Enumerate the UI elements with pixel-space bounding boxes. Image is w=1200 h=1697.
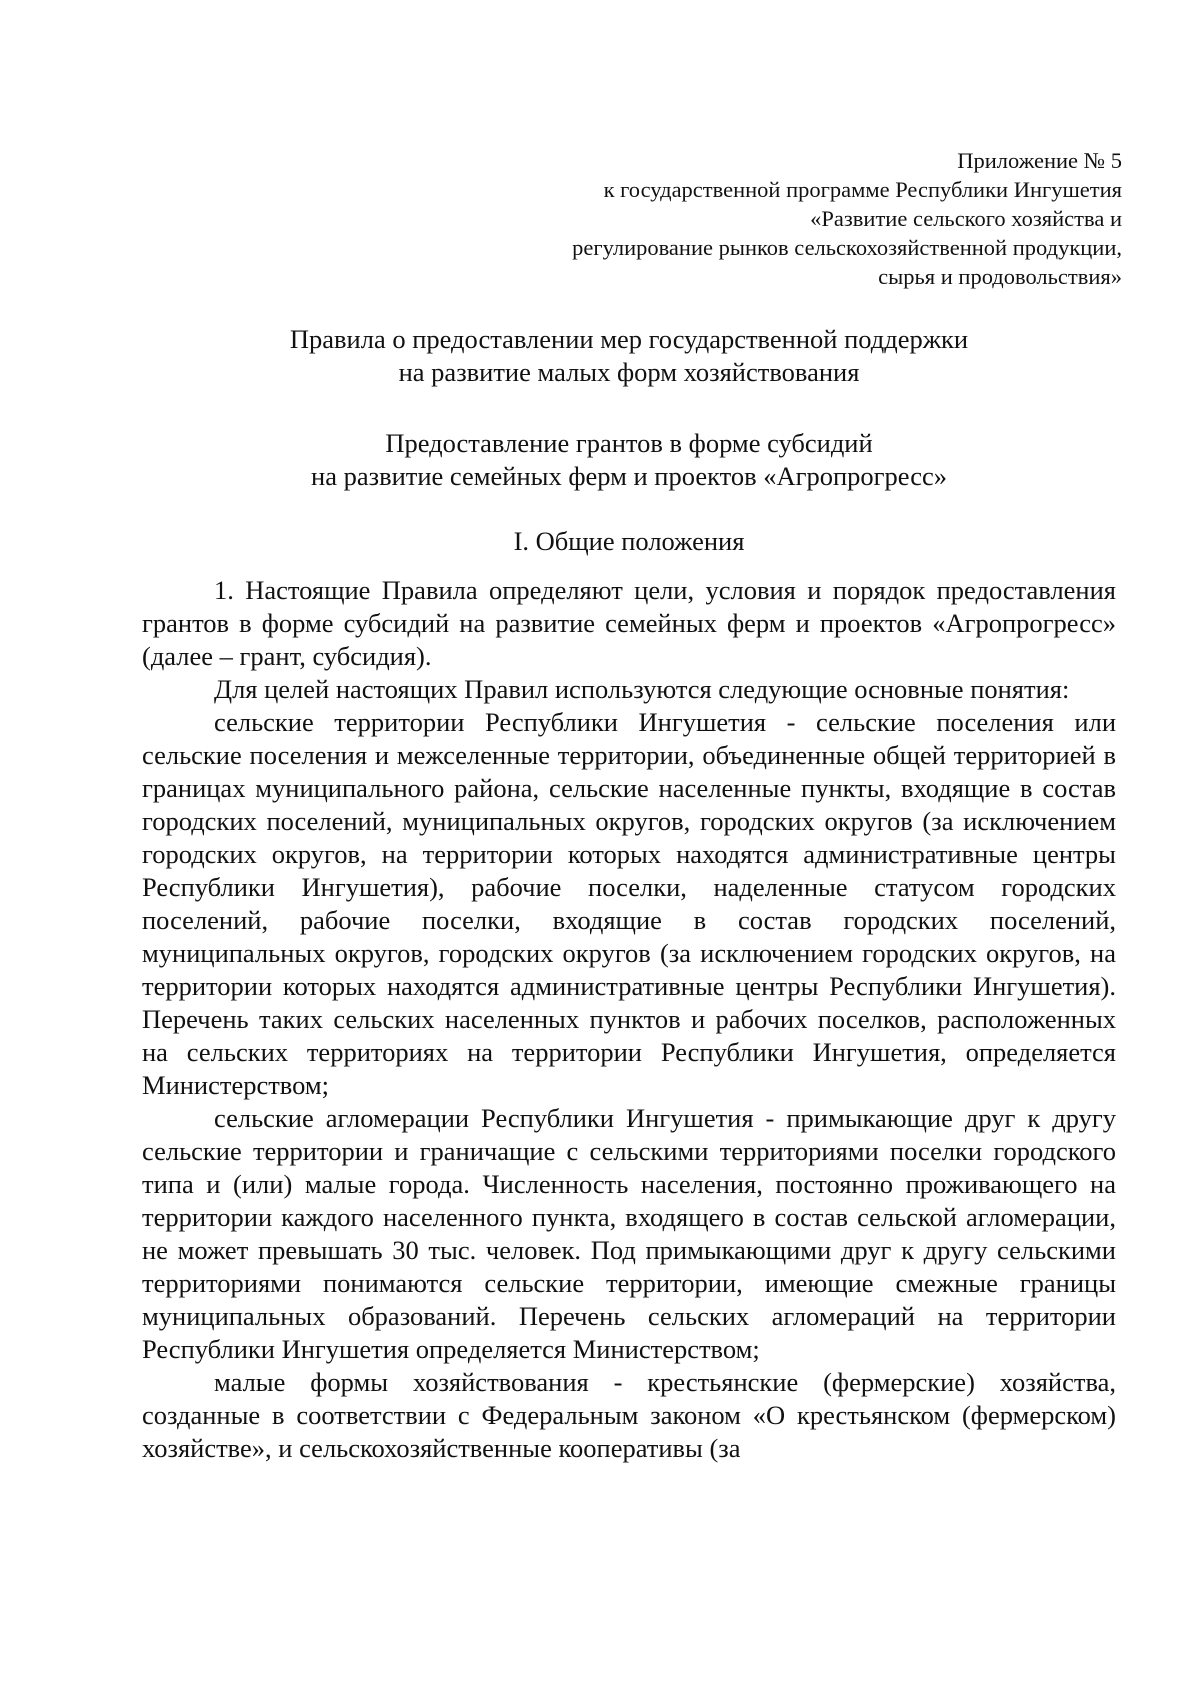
appendix-program-ref: к государственной программе Республики Ингушетия: [603, 177, 1122, 202]
paragraph-rural-territories: сельские территории Республики Ингушетия - сельские поселения или сельские поселения и межселенные территории, объединенные общей территорией в границах муниципального района, сельские населенные пункты, входящие в состав городских поселений, муниципальных округов, городских округов (за исключением городских округов, на территории которых находятся административные центры Республики Ингушетия), рабочие поселки, наделенные статусом городских поселений, рабочие поселки, входящие в состав городских поселений, муниципальных округов, городских округов (за исключением городских округов, на территории которых находятся административные центры Республики Ингушетия). Перечень таких сельских населенных пунктов и рабочих поселков, расположенных на сельских территориях на территории Республики Ингушетия, определяется Министерством;: [142, 707, 1116, 1100]
paragraph-purpose: 1. Настоящие Правила определяют цели, условия и порядок предоставления грантов в форме субсидий на развитие семейных ферм и проектов «Агропрогресс» (далее – грант, субсидия).: [142, 575, 1116, 671]
paragraph-rural-agglomerations: сельские агломерации Республики Ингушетия - примыкающие друг к другу сельские территории и граничащие с сельскими территориями поселки городского типа и (или) малые города. Численность населения, постоянно проживающего на территории каждого населенного пункта, входящего в состав сельской агломерации, не может превышать 30 тыс. человек. Под примыкающими друг к другу сельскими территориями понимаются сельские территории, имеющие смежные границы муниципальных образований. Перечень сельских агломераций на территории Республики Ингушетия определяется Министерством;: [142, 1103, 1116, 1364]
section-heading-text: I. Общие положения: [513, 526, 745, 556]
appendix-program-name-2: регулирование рынков сельскохозяйственной продукции,: [572, 235, 1122, 260]
paragraph-definitions-intro: Для целей настоящих Правил используются следующие основные понятия:: [214, 674, 1070, 704]
document-subtitle: [142, 427, 1116, 493]
appendix-program-name-1: «Развитие сельского хозяйства и: [810, 206, 1122, 231]
document-body: [142, 574, 1116, 1465]
document-title-line-1: Правила о предоставлении мер государственной поддержки: [289, 324, 969, 354]
document-title-line-2: на развитие малых форм хозяйствования: [398, 357, 860, 387]
section-heading: [142, 525, 1116, 558]
paragraph-small-farms: малые формы хозяйствования - крестьянские (фермерские) хозяйства, созданные в соответствии с Федеральным законом «О крестьянском (фермерском) хозяйстве», и сельскохозяйственные кооперативы (за: [142, 1367, 1116, 1463]
document-subtitle-line-2: на развитие семейных ферм и проектов «Агропрогресс»: [311, 461, 947, 491]
document-title: [142, 323, 1116, 389]
appendix-program-name-3: сырья и продовольствия»: [878, 264, 1122, 289]
document-subtitle-line-1: Предоставление грантов в форме субсидий: [385, 428, 873, 458]
appendix-number: Приложение № 5: [957, 148, 1122, 173]
appendix-header: [572, 146, 1122, 291]
